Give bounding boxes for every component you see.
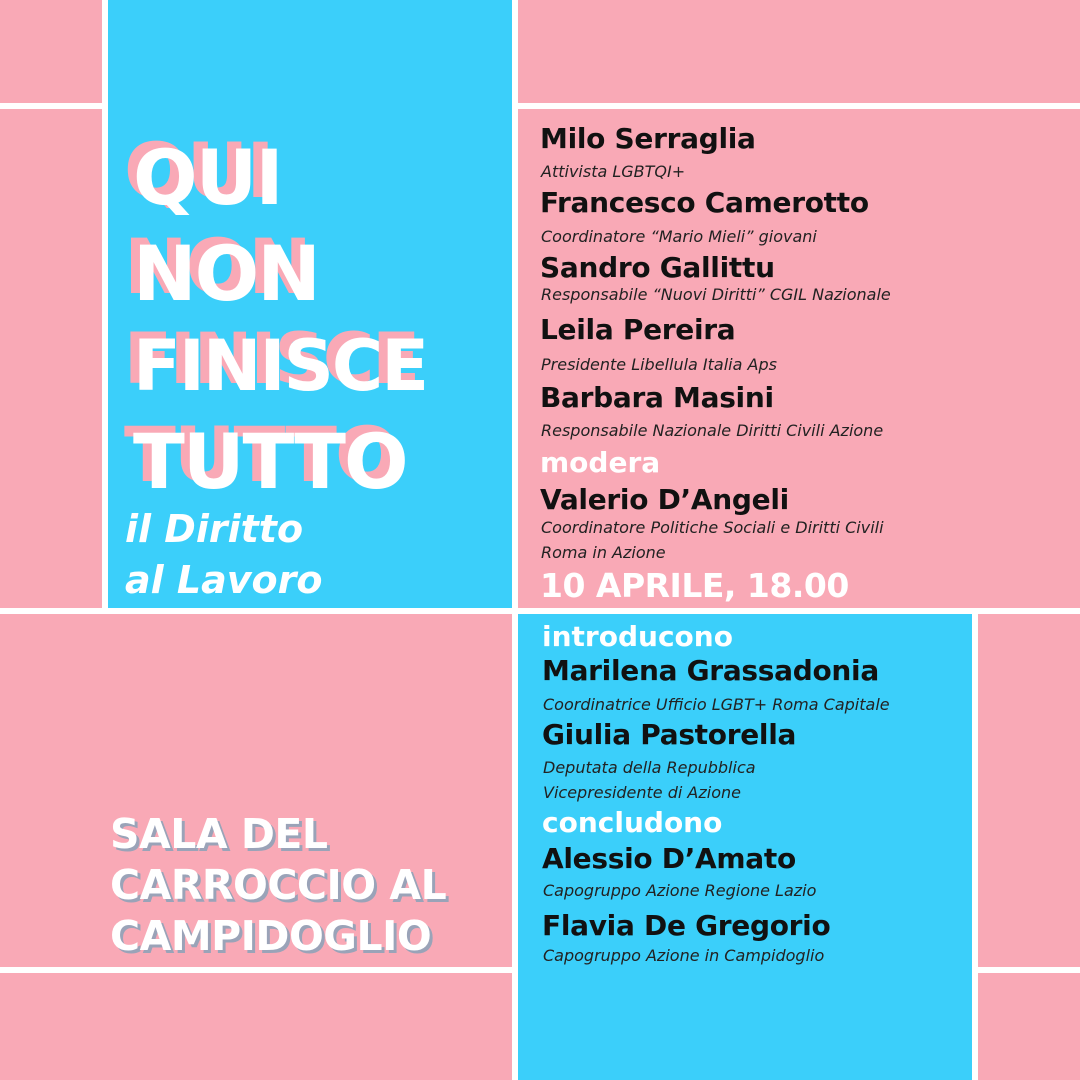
speaker-role: Coordinatore “Mario Mieli” giovani [541, 227, 817, 246]
speaker-role: Presidente Libellula Italia Aps [541, 355, 777, 374]
panel-top-left-corner [0, 0, 102, 103]
introducers-label: introducono [542, 620, 733, 653]
concluder-name: Flavia De Gregorio [542, 909, 831, 942]
venue-line-2: CARROCCIO AL [110, 861, 447, 909]
moderator-role-line: Roma in Azione [541, 543, 666, 562]
concluder-role: Capogruppo Azione in Campidoglio [543, 946, 825, 965]
panel-bottom-right [978, 973, 1080, 1080]
concluder-name: Alessio D’Amato [542, 842, 796, 875]
panel-right-strip [978, 614, 1080, 967]
speaker-role: Responsabile “Nuovi Diritti” CGIL Nazionale [541, 285, 891, 304]
title-line-3: FINISCE [133, 325, 428, 407]
speaker-name: Barbara Masini [540, 381, 774, 414]
moderator-name: Valerio D’Angeli [540, 483, 789, 516]
moderator-label: modera [540, 446, 661, 479]
title-line-4: TUTTO [133, 417, 407, 506]
title-line-1: QUI [133, 133, 282, 222]
speaker-role: Attivista LGBTQI+ [541, 162, 686, 181]
title-line-2: NON [133, 229, 319, 318]
panel-bottom-left [0, 973, 512, 1080]
subtitle-line-1: il Diritto [125, 507, 304, 551]
introducer-name: Giulia Pastorella [542, 718, 797, 751]
speaker-name: Milo Serraglia [540, 122, 756, 155]
concluders-label: concludono [542, 806, 723, 839]
introducer-role: Coordinatrice Ufficio LGBT+ Roma Capitale [543, 695, 890, 714]
introducer-name: Marilena Grassadonia [542, 654, 879, 687]
panel-top-right [518, 0, 1080, 103]
speaker-name: Sandro Gallittu [540, 251, 775, 284]
venue-line-1: SALA DEL [110, 810, 328, 858]
concluder-role: Capogruppo Azione Regione Lazio [543, 881, 817, 900]
venue-line-3: CAMPIDOGLIO [110, 912, 432, 960]
speaker-role: Responsabile Nazionale Diritti Civili Azione [541, 421, 884, 440]
introducer-role: Deputata della Repubblica [543, 758, 756, 777]
panel-left-strip [0, 109, 102, 608]
speaker-name: Leila Pereira [540, 313, 736, 346]
speaker-name: Francesco Camerotto [540, 186, 869, 219]
subtitle-line-2: al Lavoro [125, 558, 323, 602]
event-date: 10 APRILE, 18.00 [540, 566, 849, 605]
moderator-role-line: Coordinatore Politiche Sociali e Diritti Civili [541, 518, 884, 537]
introducer-role: Vicepresidente di Azione [543, 783, 741, 802]
